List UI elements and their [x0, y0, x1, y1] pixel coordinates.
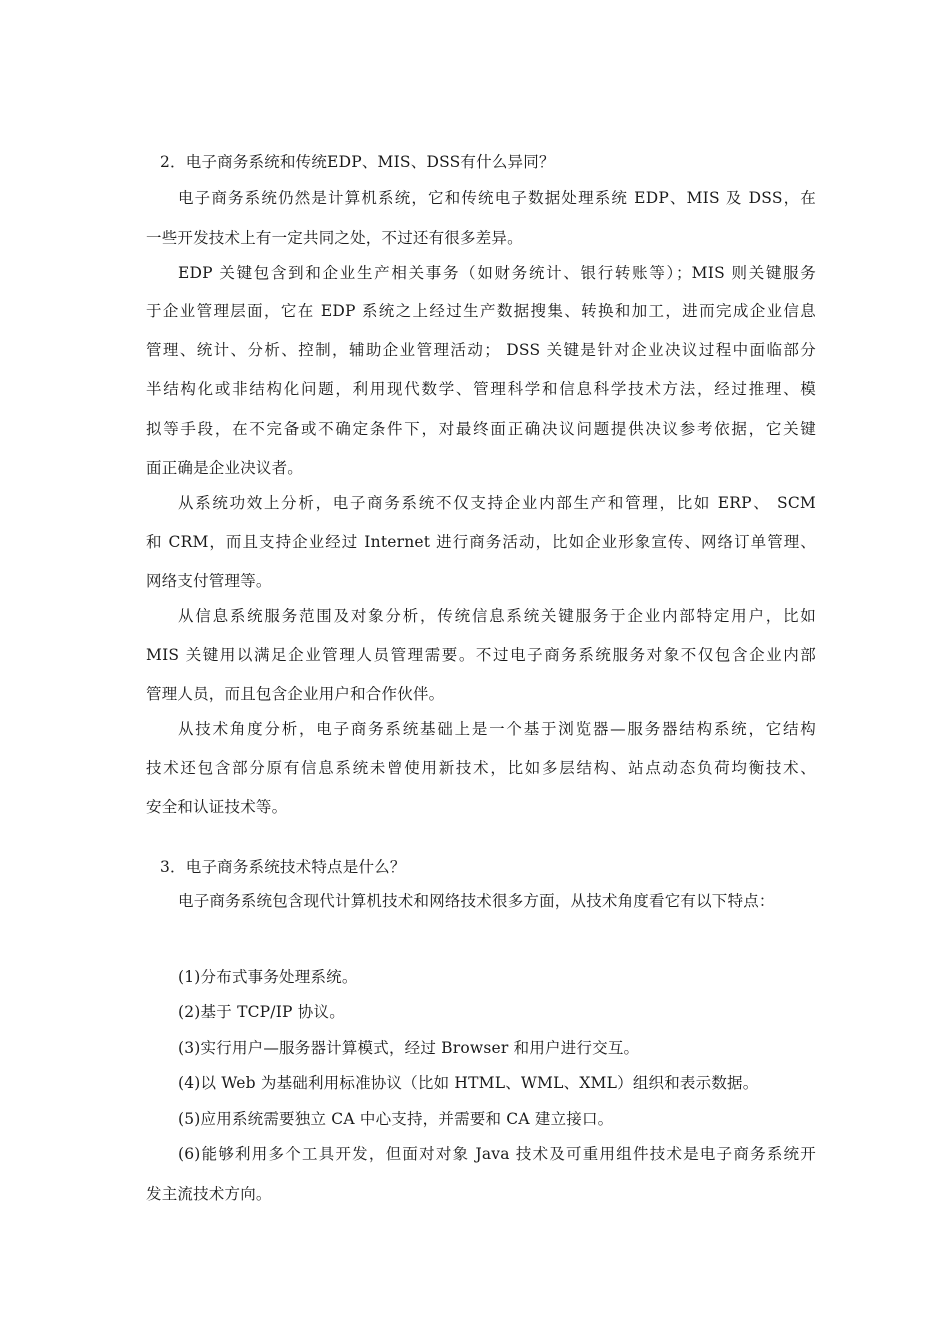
- list-item-continuation: 发主流技术方向。: [146, 1185, 272, 1203]
- list-item: (3)实行用户—服务器计算模式，经过 Browser 和用户进行交互。: [178, 1039, 640, 1057]
- paragraph-line: 面正确是企业决议者。: [146, 459, 304, 477]
- list-item: (2)基于 TCP/IP 协议。: [178, 1003, 345, 1021]
- paragraph-line: 管理人员，而且包含企业用户和合作伙伴。: [146, 685, 445, 703]
- list-item: (5)应用系统需要独立 CA 中心支持，并需要和 CA 建立接口。: [178, 1110, 614, 1128]
- paragraph-line: MIS 关键用以满足企业管理人员管理需要。不过电子商务系统服务对象不仅包含企业内部: [146, 646, 816, 664]
- paragraph-line: 从技术角度分析，电子商务系统基础上是一个基于浏览器—服务器结构系统，它结构: [178, 720, 816, 738]
- section-2-heading: 2．电子商务系统和传统EDP、MIS、DSS有什么异同？: [160, 153, 555, 171]
- paragraph-line: EDP 关键包含到和企业生产相关事务（如财务统计、银行转账等）；MIS 则关键服务: [178, 264, 816, 282]
- paragraph-line: 从系统功效上分析，电子商务系统不仅支持企业内部生产和管理，比如 ERP、 SCM: [178, 494, 816, 512]
- section-3-heading: 3．电子商务系统技术特点是什么？: [160, 858, 406, 876]
- paragraph-line: 技术还包含部分原有信息系统未曾使用新技术，比如多层结构、站点动态负荷均衡技术、: [146, 759, 816, 777]
- paragraph-line: 一些开发技术上有一定共同之处，不过还有很多差异。: [146, 229, 523, 247]
- paragraph-line: 和 CRM，而且支持企业经过 Internet 进行商务活动，比如企业形象宣传、网络订单管理、: [146, 533, 816, 551]
- paragraph-line: 半结构化或非结构化问题，利用现代数学、管理科学和信息科学技术方法，经过推理、模: [146, 380, 816, 398]
- paragraph-line: 于企业管理层面，它在 EDP 系统之上经过生产数据搜集、转换和加工，进而完成企业信息: [146, 302, 816, 320]
- paragraph-line: 网络支付管理等。: [146, 572, 272, 590]
- section-3-intro: 电子商务系统包含现代计算机技术和网络技术很多方面，从技术角度看它有以下特点：: [178, 892, 775, 910]
- paragraph-line: 管理、统计、分析、控制，辅助企业管理活动； DSS 关键是针对企业决议过程中面临部分: [146, 341, 816, 359]
- list-item: (4)以 Web 为基础利用标准协议（比如 HTML、WML、XML）组织和表示数据。: [178, 1074, 759, 1092]
- list-item: (1)分布式事务处理系统。: [178, 968, 358, 986]
- paragraph-line: 安全和认证技术等。: [146, 798, 288, 816]
- list-item: (6)能够利用多个工具开发，但面对对象 Java 技术及可重用组件技术是电子商务系统开: [178, 1145, 816, 1163]
- paragraph-line: 电子商务系统仍然是计算机系统，它和传统电子数据处理系统 EDP、MIS 及 DSS，在: [178, 189, 816, 207]
- paragraph-line: 从信息系统服务范围及对象分析，传统信息系统关键服务于企业内部特定用户，比如: [178, 607, 816, 625]
- paragraph-line: 拟等手段，在不完备或不确定条件下，对最终面正确决议问题提供决议参考依据，它关键: [146, 420, 816, 438]
